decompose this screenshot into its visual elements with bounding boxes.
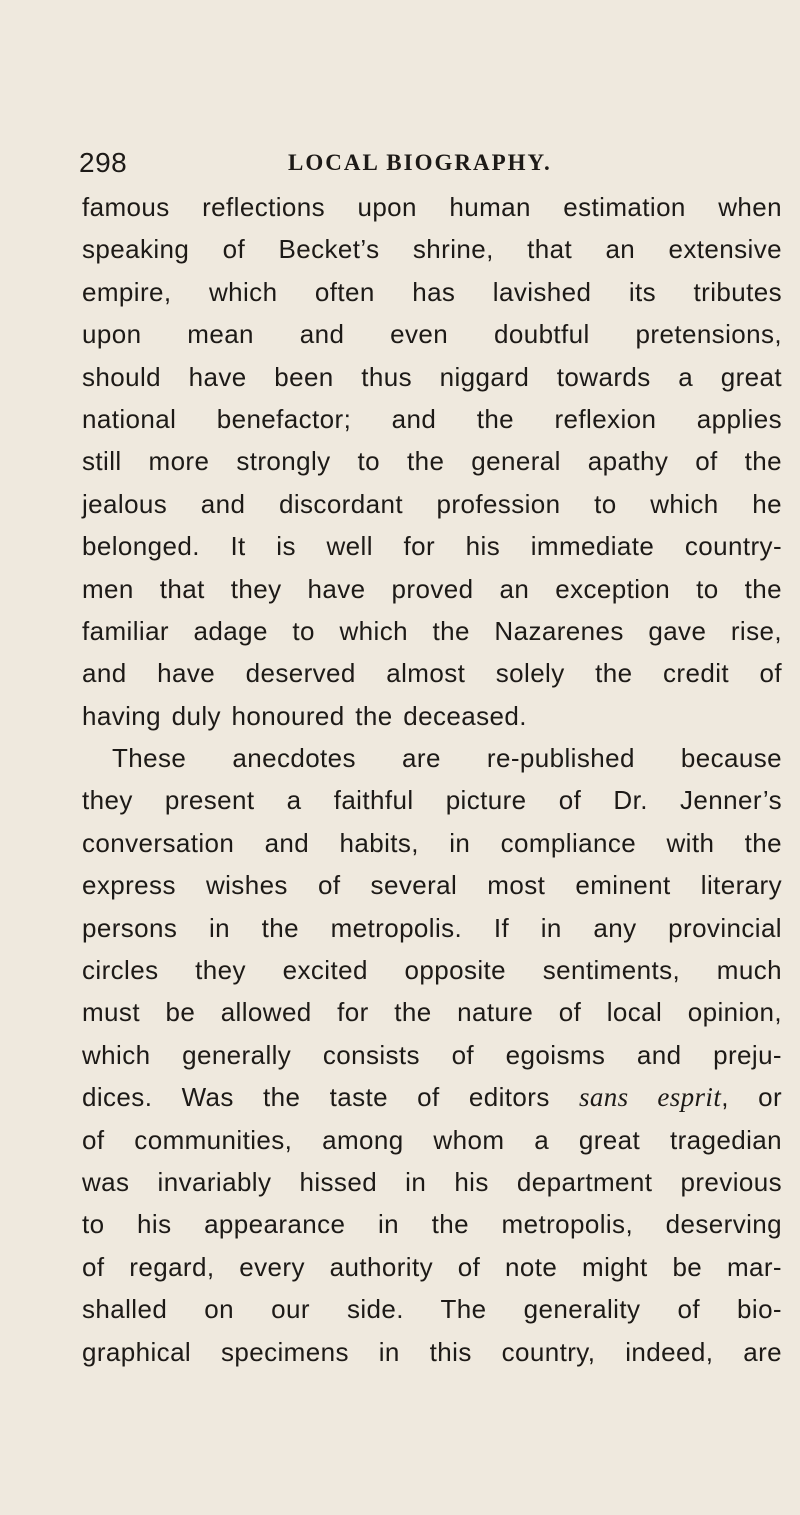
text-line: upon mean and even doubtful pretensions, xyxy=(82,319,782,350)
text-line: must be allowed for the nature of local opinion, xyxy=(82,997,782,1028)
text-line: These anecdotes are re-published because xyxy=(112,743,782,774)
page-header xyxy=(79,146,779,186)
text-line: familiar adage to which the Nazarenes gave rise, xyxy=(82,615,782,646)
text-line: famous reflections upon human estimation when xyxy=(82,192,782,222)
text-fragment: Was the taste of editors xyxy=(181,1082,550,1113)
running-head: LOCAL BIOGRAPHY. xyxy=(288,150,552,175)
text-line: was invariably hissed in his department previous xyxy=(82,1166,782,1197)
text-line: to his appearance in the metropolis, deserving xyxy=(82,1209,782,1240)
text-line: shalled on our side. The generality of bio- xyxy=(82,1294,782,1325)
text-line: belonged. It is well for his immediate country- xyxy=(82,531,782,562)
text-line: persons in the metropolis. If in any provincial xyxy=(82,912,782,943)
text-line: express wishes of several most eminent literary xyxy=(82,870,782,901)
text-line: of communities, among whom a great tragedian xyxy=(82,1124,782,1155)
text-line: circles they excited opposite sentiments, much xyxy=(82,955,782,986)
text-fragment: , or xyxy=(721,1082,783,1113)
text-line: men that they have proved an exception to the xyxy=(82,573,782,604)
text-line: of regard, every authority of note might be mar- xyxy=(82,1251,782,1282)
text-line: speaking of Becket’s shrine, that an extensive xyxy=(82,234,782,265)
text-line: which generally consists of egoisms and preju- xyxy=(82,1039,782,1070)
text-line: graphical specimens in this country, indeed, are xyxy=(82,1336,782,1367)
text-line: still more strongly to the general apathy of the xyxy=(82,446,782,477)
text-line: should have been thus niggard towards a great xyxy=(82,361,782,392)
page-number: 298 xyxy=(79,147,128,178)
text-fragment: dices. xyxy=(82,1082,153,1113)
body-text xyxy=(82,186,782,1373)
italic-phrase: sans esprit xyxy=(578,1082,722,1113)
text-line: national benefactor; and the reflexion applies xyxy=(82,403,782,434)
text-line: having duly honoured the deceased. xyxy=(82,700,527,731)
text-line: they present a faithful picture of Dr. Jenner’s xyxy=(82,785,782,816)
text-line: conversation and habits, in compliance with the xyxy=(82,827,782,858)
text-line: jealous and discordant profession to which he xyxy=(82,488,782,519)
text-line: and have deserved almost solely the credit of xyxy=(82,658,782,689)
text-line: empire, which often has lavished its tributes xyxy=(82,276,782,307)
text-line-mixed xyxy=(82,1076,782,1118)
